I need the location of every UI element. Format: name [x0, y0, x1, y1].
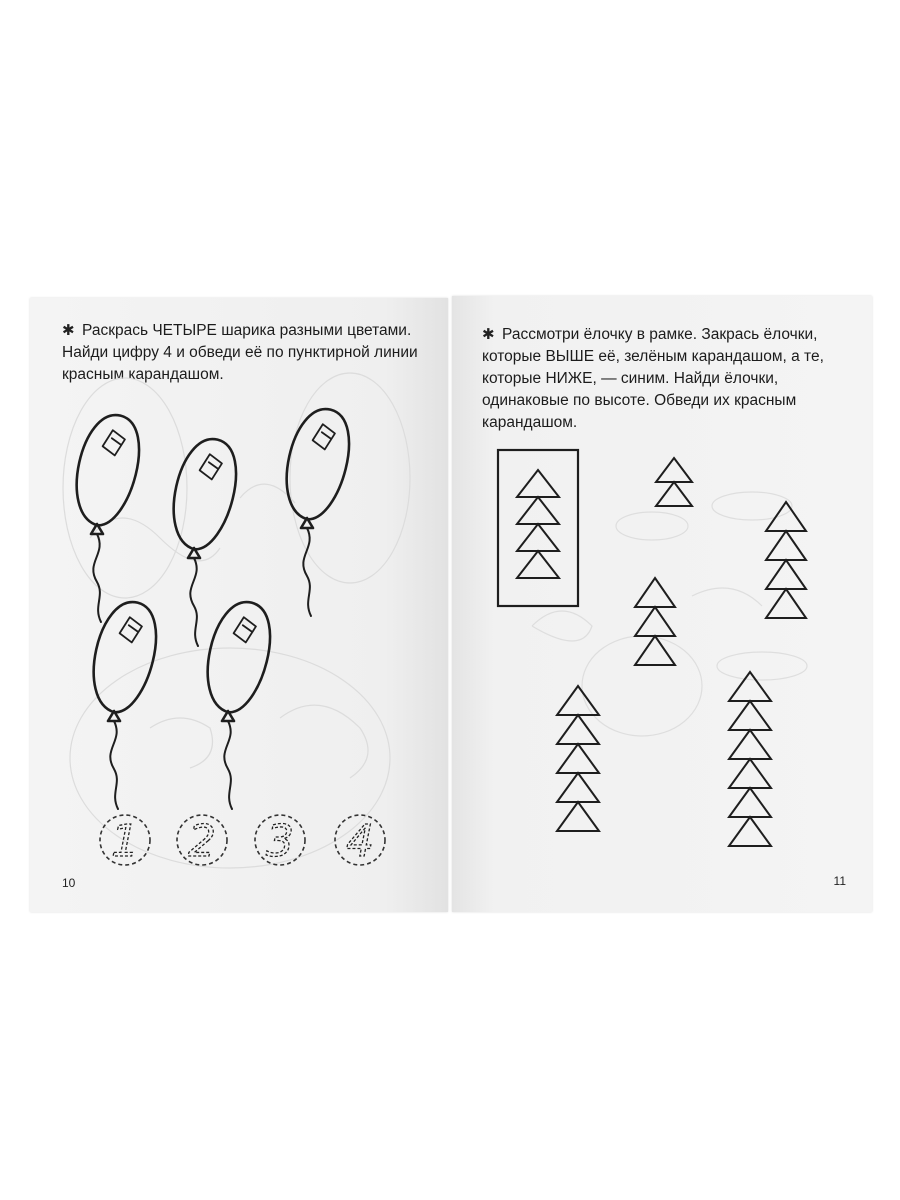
triangle-tree-icon [557, 744, 599, 773]
triangle-tree-icon [557, 686, 599, 715]
digit-label: 4 [346, 816, 374, 867]
page-number-right: 11 [833, 874, 846, 888]
triangle-tree-icon [557, 802, 599, 831]
triangle-tree-icon [635, 636, 675, 665]
balloon-icon [276, 403, 359, 616]
left-instruction-text: Раскрась ЧЕТЫРЕ шарика разными цветами. Найди цифру 4 и обведи её по пунктирной линии красным карандашом. [62, 322, 418, 383]
asterisk-icon: ✱ [62, 322, 75, 339]
triangle-tree-icon [656, 458, 692, 482]
tree-e[interactable] [729, 672, 771, 846]
digit-label: 3 [266, 816, 294, 867]
reference-frame [498, 450, 578, 606]
digit-label: 1 [111, 816, 139, 867]
tree-a[interactable] [656, 458, 692, 506]
page-number-left: 10 [62, 876, 76, 890]
triangle-tree-icon [729, 672, 771, 701]
triangle-tree-icon [729, 817, 771, 846]
digit-label: 2 [188, 816, 216, 867]
triangle-tree-icon [766, 502, 806, 531]
triangle-tree-icon [729, 730, 771, 759]
triangle-tree-icon [557, 773, 599, 802]
tree-c[interactable] [635, 578, 675, 665]
balloon-icon [83, 596, 166, 809]
triangle-tree-icon [766, 560, 806, 589]
triangle-tree-icon [557, 715, 599, 744]
triangle-tree-icon [729, 701, 771, 730]
left-page [30, 298, 448, 912]
balloons-illustration [30, 298, 448, 912]
digit-trace-2[interactable] [177, 815, 227, 867]
right-instruction-text: Рассмотри ёлочку в рамке. Закрась ёлочки, которые ВЫШЕ её, зелёным карандашом, а те, которые НИЖЕ, — синим. Найди ёлочки, одинаковые по высоте. Обведи их красным карандашом. [482, 326, 824, 431]
right-page [452, 296, 872, 912]
balloon-icon [163, 433, 246, 646]
digit-trace-3[interactable] [255, 815, 305, 867]
tree-b[interactable] [766, 502, 806, 618]
triangle-tree-icon [656, 482, 692, 506]
triangle-tree-icon [766, 589, 806, 618]
digit-trace-4[interactable] [335, 815, 385, 867]
triangle-tree-icon [729, 788, 771, 817]
asterisk-icon: ✱ [482, 326, 495, 343]
triangle-tree-icon [517, 524, 559, 551]
trees-illustration [452, 296, 872, 912]
balloon-icon [66, 409, 149, 622]
balloon-icon [197, 596, 280, 809]
triangle-tree-icon [517, 497, 559, 524]
triangle-tree-icon [635, 607, 675, 636]
triangle-tree-icon [729, 759, 771, 788]
triangle-tree-icon [635, 578, 675, 607]
tree-d[interactable] [557, 686, 599, 831]
faint-background-art [532, 492, 807, 736]
triangle-tree-icon [517, 551, 559, 578]
triangle-tree-icon [517, 470, 559, 497]
digit-trace-1[interactable] [100, 815, 150, 867]
framed-tree[interactable] [517, 470, 559, 578]
triangle-tree-icon [766, 531, 806, 560]
